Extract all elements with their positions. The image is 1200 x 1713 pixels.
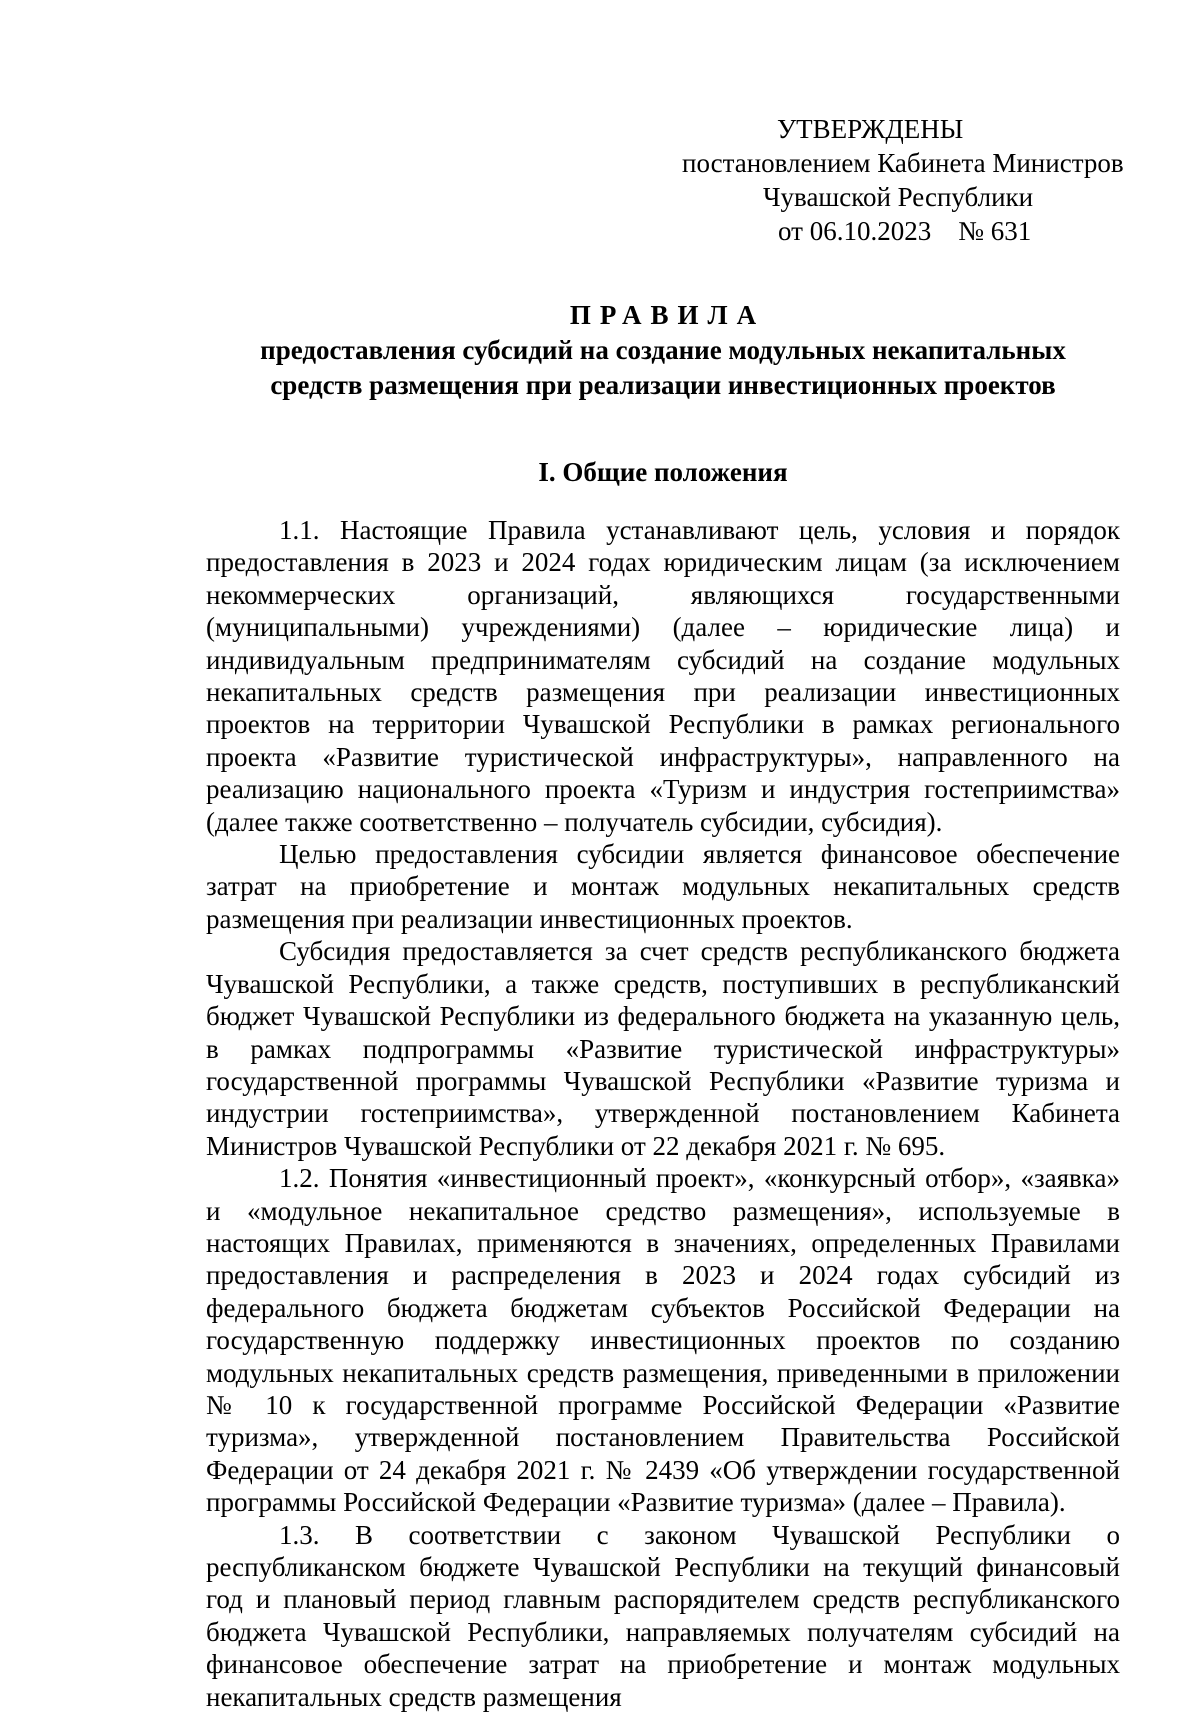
title-subtitle-line-1: предоставления субсидий на создание модульных некапитальных bbox=[260, 335, 1066, 365]
title-main: ПРАВИЛА bbox=[569, 300, 766, 330]
paragraph-purpose: Целью предоставления субсидии является финансовое обеспечение затрат на приобретение и монтаж модульных некапитальных средств размещения при реализации инвестиционных проектов. bbox=[206, 839, 1120, 934]
approval-stamp bbox=[660, 112, 1160, 248]
approval-line-republic: Чувашской Республики bbox=[763, 182, 1034, 212]
document-body bbox=[206, 514, 1120, 1713]
paragraph-1-1: 1.1. Настоящие Правила устанавливают цель, условия и порядок предоставления в 2023 и 2024 годах юридическим лицам (за исключением некоммерческих организаций, являющихся государственными (муниципальными) учреждениями) (далее – юридические лица) и индивидуальным предпринимателям субсидий на создание модульных некапитальных средств размещения при реализации инвестиционных проектов на территории Чувашской Республики в рамках регионального проекта «Развитие туристической инфраструктуры», направленного на реализацию национального проекта «Туризм и индустрия гостеприимства» (далее также соответственно – получатель субсидии, субсидия). bbox=[206, 515, 1120, 837]
section-heading: I. Общие положения bbox=[538, 457, 788, 487]
paragraph-funding: Субсидия предоставляется за счет средств республиканского бюджета Чувашской Республики, а также средств, поступивших в республиканский бюджет Чувашской Республики из федерального бюджета на указанную цель, в рамках подпрограммы «Развитие туристической инфраструктуры» государственной программы Чувашской Республики «Развитие туризма и индустрии гостеприимства», утвержденной постановлением Кабинета Министров Чувашской Республики от 22 декабря 2021 г. № 695. bbox=[206, 936, 1120, 1161]
title-subtitle-line-2: средств размещения при реализации инвестиционных проектов bbox=[270, 370, 1056, 400]
approval-line-approved: УТВЕРЖДЕНЫ bbox=[777, 114, 964, 144]
approval-line-resolution: постановлением Кабинета Министров bbox=[682, 148, 1124, 178]
paragraph-1-2: 1.2. Понятия «инвестиционный проект», «конкурсный отбор», «заявка» и «модульное некапитальное средство размещения», используемые в настоящих Правилах, применяются в значениях, определенных Правилами предоставления и распределения в 2023 и 2024 годах субсидий из федерального бюджета бюджетам субъектов Российской Федерации на государственную поддержку инвестиционных проектов по созданию модульных некапитальных средств размещения, приведенными в приложении № 10 к государственной программе Российской Федерации «Развитие туризма», утвержденной постановлением Правительства Российской Федерации от 24 декабря 2021 г. № 2439 «Об утверждении государственной программы Российской Федерации «Развитие туризма» (далее – Правила). bbox=[206, 1163, 1120, 1518]
approval-line-date-number: от 06.10.2023 № 631 bbox=[778, 216, 1032, 246]
document-title bbox=[206, 298, 1120, 403]
paragraph-1-3: 1.3. В соответствии с законом Чувашской Республики о республиканском бюджете Чувашской Республики на текущий финансовый год и плановый период главным распорядителем средств республиканского бюджета Чувашской Республики, направляемых получателям субсидий на финансовое обеспечение затрат на приобретение и монтаж модульных некапитальных средств размещения bbox=[206, 1519, 1120, 1712]
